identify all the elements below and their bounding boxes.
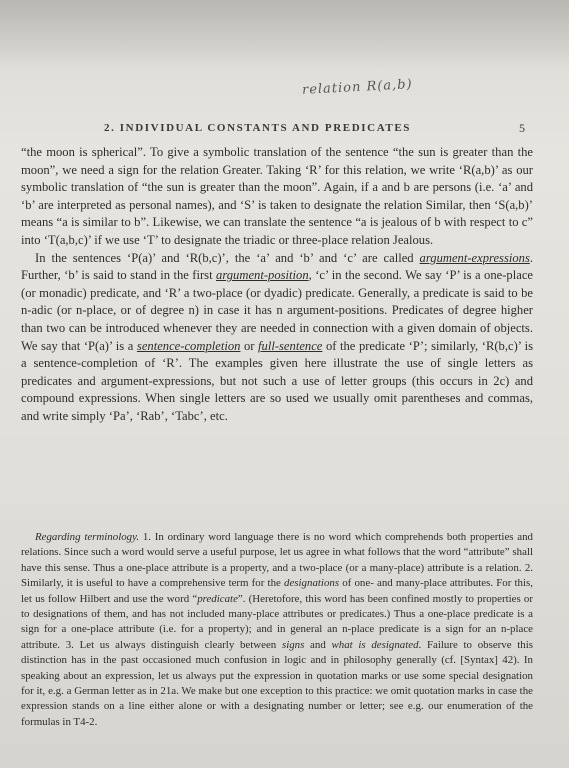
paragraph-2-text-a: In the sentences ‘P(a)’ and ‘R(b,c)’, the ‘a’ and ‘b’ and ‘c’ are called [35,250,420,265]
note-term-designations: designations [284,577,340,590]
paragraph-1: “the moon is spherical”. To give a symbolic translation of the sentence “the sun is greater than the moon”, we need a sign for the relation Greater. Taking ‘R’ for this relation, we write ‘R(a,b)’ as our symbolic translation of “the sun is greater than the moon”. Again, if a and b are persons (i.e. ‘a’ and ‘b’ are interpreted as personal names), and ‘S’ is taken to designate the relation Similar, then ‘S(a,b)’ means “a is similar to b”. Likewise, we can translate the sentence “a is jealous of b with respect to c” into ‘T(a,b,c)’ if we use ‘T’ to designate the triadic or three-place relation Jealous. [21,145,533,247]
term-argument-expressions: argument-expressions [419,250,530,265]
paragraph-2-text-b: . Further, ‘b’ is said to stand in the first [21,250,533,283]
section-title: 2. INDIVIDUAL CONSTANTS AND PREDICATES [104,122,412,134]
paragraph-2-text-e: of the predicate ‘P’; similarly, ‘R(b,c)’ is a sentence-completion of ‘R’. The examples given here illustrate the use of single letters as predicates and argument-expressions, but not such a use of letter groups (this occurs in 2c) and compound expressions. When single letters are so used we usually omit parentheses and commas, and write simply ‘Pa’, ‘Rab’, ‘Tabc’, etc. [21,338,533,423]
page-number: 5 [519,121,525,135]
page-top-shadow [0,0,569,70]
note-term-what-is-designated: what is designated [331,638,419,651]
note-text-c: ”. (Heretofore, this word has been confined mostly to properties or to designations of them, and has not included many-place attributes or predicates.) Thus a one-place predicate is a sign for a one-place attribute (i.e. for a property); and in general an n-place predicate is a sign for an n-place attribute. 3. Let us always distinguish clearly between [21,592,533,651]
terminology-note [21,530,533,730]
paragraph-2-text-d: or [240,338,259,353]
running-header [20,122,525,138]
note-term-signs: signs [281,638,305,651]
note-text-e: . Failure to observe this distinction has in the past occasioned much confusion in logic and in philosophy generally (cf. [Syntax] 42). In speaking about an expression, let us always put the expression in quotation marks or use some special designation for it, e.g. a German letter as in 21a. We make but one exception to this practice: we omit quotation marks in case the expression stands on a line either alone or with a designating number or letter; see e.g. our enumeration of the formulas in T4-2. [21,638,534,728]
note-label: Regarding terminology. [35,531,140,543]
main-text [21,144,533,426]
note-text-b: of one- and many-place attributes. For this, let us follow Hilbert and use the word “ [21,577,533,605]
paragraph-2 [21,250,533,426]
term-full-sentence: full-sentence [258,338,323,353]
note-term-predicate: predicate [197,592,238,605]
note-text-a: 1. In ordinary word language there is no word which comprehends both properties and relations. Since such a word would serve a useful purpose, let us agree in what follows that the word “attribute” shall have this sense. Thus a one-place attribute is a property, and a two-place (or a many-place) attribute is a relation. 2. Similarly, it is useful to have a comprehensive term for the [21,531,533,590]
term-sentence-completion: sentence-completion [136,338,241,353]
term-argument-position: argument-position [216,268,309,283]
note-paragraph [21,530,533,730]
note-text-d: and [304,638,332,651]
handwritten-annotation: relation R(a,b) [301,77,413,98]
paragraph-2-text-c: , ‘c’ in the second. We say ‘P’ is a one-place (or monadic) predicate, and ‘R’ a two-place (or dyadic) predicate. Generally, a predicate is said to be n-adic (or n-place, or of degree n) in case it has n argument-positions. Predicates of degree higher than two can be introduced whenever they are needed in connection with a given domain of objects. We say that ‘P(a)’ is a [21,268,533,353]
